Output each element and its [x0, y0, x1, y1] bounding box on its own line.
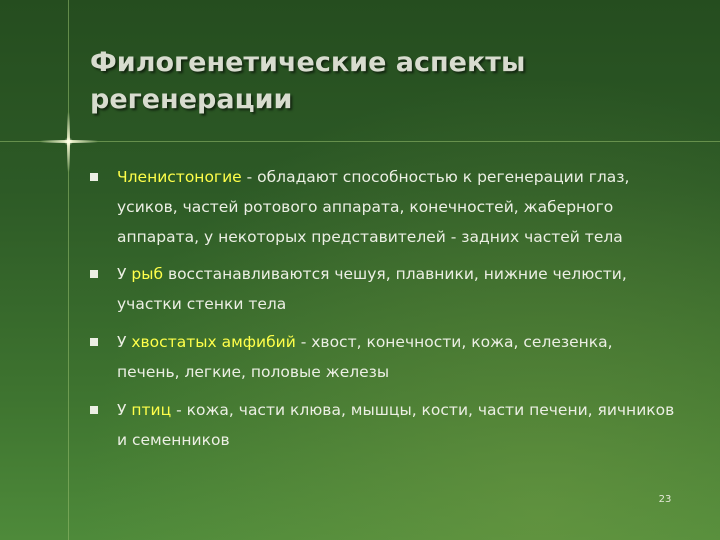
bullet-text: - хвост, конечности, кожа, селезенка, печень, легкие, половые железы: [117, 333, 613, 381]
page-number: 23: [658, 494, 672, 505]
bullet-item-amphibians: [117, 327, 677, 387]
bullet-highlight: птиц: [131, 401, 172, 419]
bullet-item-arthropods: [117, 162, 677, 252]
square-bullet-icon: [90, 338, 98, 346]
bullet-lead: У: [117, 333, 132, 351]
bullet-lead: У: [117, 401, 132, 419]
bullet-item-fish: [117, 259, 677, 319]
bullet-text: - кожа, части клюва, мышцы, кости, части печени, яичников и семенников: [117, 401, 675, 449]
bullet-text: - обладают способностью к регенерации глаз, усиков, частей ротового аппарата, конечностей, жаберного аппарата, у некоторых представителей - задних частей тела: [117, 168, 630, 246]
square-bullet-icon: [90, 173, 98, 181]
bullet-text: восстанавливаются чешуя, плавники, нижние челюсти, участки стенки тела: [117, 265, 627, 313]
slide-title: Филогенетические аспекты регенерации: [90, 47, 526, 115]
bullet-highlight: хвостатых амфибий: [131, 333, 296, 351]
bullet-highlight: рыб: [131, 265, 164, 283]
bullet-lead: У: [117, 265, 132, 283]
bullet-highlight: Членистоногие: [117, 168, 242, 186]
square-bullet-icon: [90, 406, 98, 414]
square-bullet-icon: [90, 270, 98, 278]
bullet-item-birds: [117, 395, 677, 455]
